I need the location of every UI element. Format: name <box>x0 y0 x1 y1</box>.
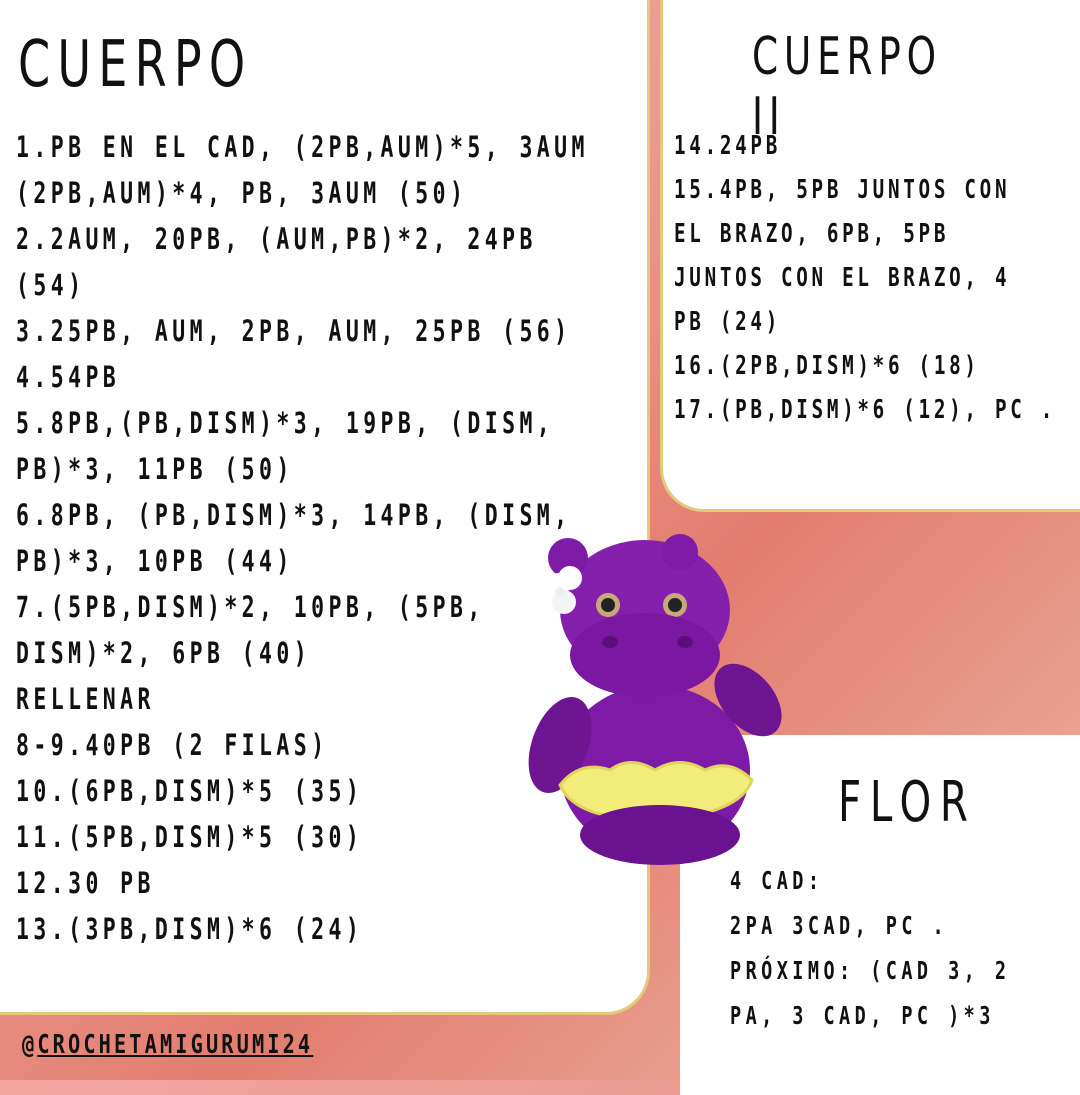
instruction-line: 10.(6PB,DISM)*5 (35) <box>16 774 364 808</box>
cuerpo2-instructions <box>674 124 1080 432</box>
handle-name[interactable]: CROCHETAMIGURUMI24 <box>37 1030 314 1060</box>
toy-snout <box>570 613 720 697</box>
instruction-line: 2.2AUM, 20PB, (AUM,PB)*2, 24PB <box>16 222 537 256</box>
instruction-line: PB)*3, 10PB (44) <box>16 544 294 578</box>
toy-nostril-left <box>602 636 618 648</box>
instruction-line: 7.(5PB,DISM)*2, 10PB, (5PB, <box>16 590 485 624</box>
instruction-line: 15.4PB, 5PB JUNTOS CON <box>674 175 1011 205</box>
toy-right-ear <box>662 534 698 570</box>
hippo-toy-image <box>520 530 790 870</box>
cuerpo-title: CUERPO <box>18 28 253 102</box>
instruction-line: 4 CAD: <box>730 866 824 895</box>
toy-right-pupil <box>668 598 682 612</box>
social-handle[interactable] <box>22 1030 313 1060</box>
instruction-line: 14.24PB <box>674 131 781 161</box>
instruction-line: PB)*3, 11PB (50) <box>16 452 294 486</box>
instruction-line: 6.8PB, (PB,DISM)*3, 14PB, (DISM, <box>16 498 572 532</box>
instruction-line: 17.(PB,DISM)*6 (12), PC . <box>674 395 1057 425</box>
instruction-line: (2PB,AUM)*4, PB, 3AUM (50) <box>16 176 468 210</box>
instruction-line: 8-9.40PB (2 FILAS) <box>16 728 329 762</box>
instruction-line: EL BRAZO, 6PB, 5PB <box>674 219 950 249</box>
instruction-line: 4.54PB <box>16 360 121 394</box>
toy-nostril-right <box>677 636 693 648</box>
instruction-line: RELLENAR <box>16 682 155 716</box>
instruction-line: PRÓXIMO: (CAD 3, 2 <box>730 956 1011 985</box>
toy-left-pupil <box>601 598 615 612</box>
flor-title: FLOR <box>838 770 977 835</box>
cuerpo2-title: CUERPO II <box>752 27 942 147</box>
instruction-line: 11.(5PB,DISM)*5 (30) <box>16 820 364 854</box>
instruction-line: 12.30 PB <box>16 866 155 900</box>
instruction-line: 13.(3PB,DISM)*6 (24) <box>16 912 364 946</box>
toy-bottom <box>580 805 740 865</box>
instruction-line: JUNTOS CON EL BRAZO, 4 <box>674 263 1011 293</box>
instruction-line: 2PA 3CAD, PC . <box>730 911 949 940</box>
at-sign: @ <box>22 1030 38 1060</box>
instruction-line: 3.25PB, AUM, 2PB, AUM, 25PB (56) <box>16 314 572 348</box>
instruction-line: 16.(2PB,DISM)*6 (18) <box>674 351 980 381</box>
instruction-line: DISM)*2, 6PB (40) <box>16 636 312 670</box>
instruction-line: 1.PB EN EL CAD, (2PB,AUM)*5, 3AUM <box>16 130 589 164</box>
instruction-line: (54) <box>16 268 86 302</box>
instruction-line: PA, 3 CAD, PC )*3 <box>730 1001 995 1030</box>
instruction-line: 5.8PB,(PB,DISM)*3, 19PB, (DISM, <box>16 406 555 440</box>
instruction-line: PB (24) <box>674 307 781 337</box>
flor-instructions <box>730 858 1080 1038</box>
